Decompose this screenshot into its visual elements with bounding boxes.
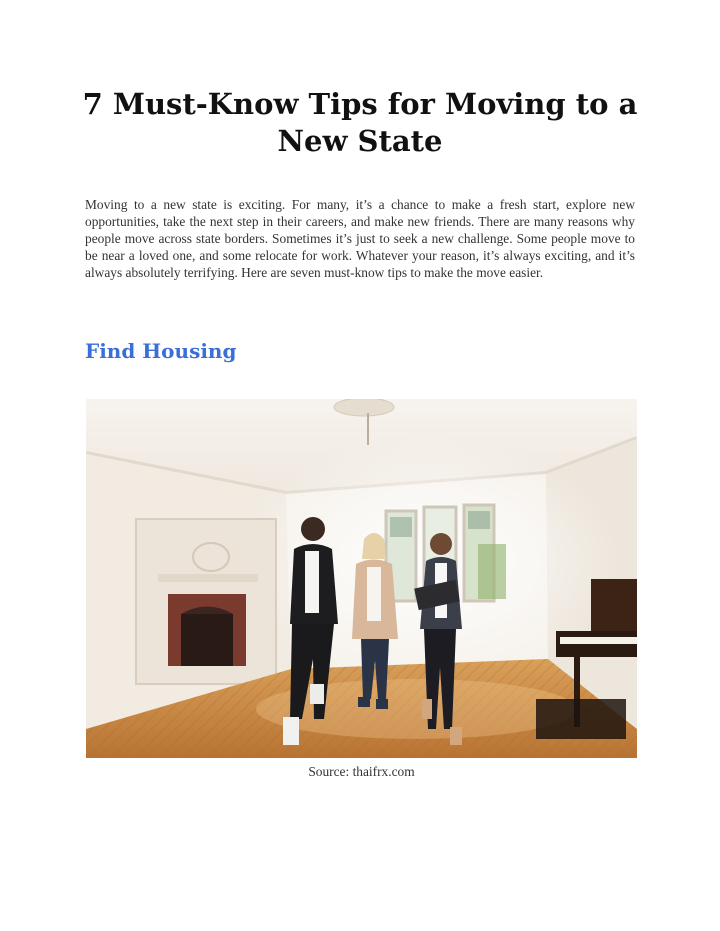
- fireplace: [136, 519, 276, 684]
- section-heading-find-housing: Find Housing: [85, 339, 237, 363]
- section-photo: [86, 399, 637, 758]
- intro-paragraph: Moving to a new state is exciting. For many, it’s a chance to make a fresh start, explore new opportunities, take the next step in their careers, and make new friends. There are many reasons why people move across state borders. Sometimes it’s just to seek a new challenge. Some people move to be near a loved one, and some relocate for work. Whatever your reason, it’s always exciting, and it’s always absolutely terrifying. Here are seven must-know tips to make the move easier.: [85, 197, 635, 280]
- document-title: 7 Must-Know Tips for Moving to a New State: [82, 87, 638, 158]
- image-caption: Source: thaifrx.com: [308, 764, 415, 779]
- photo-illustration: [86, 399, 637, 758]
